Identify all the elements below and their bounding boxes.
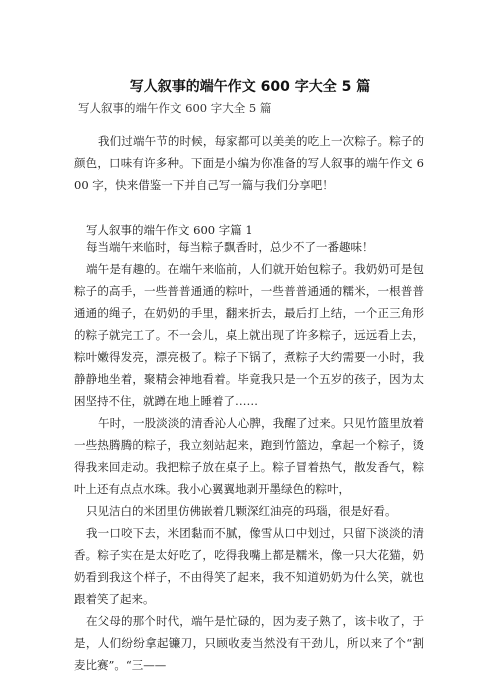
section-heading: 写人叙事的端午作文 600 字篇 1 — [86, 223, 253, 237]
document-subtitle: 写人叙事的端午作文 600 字大全 5 篇 — [78, 101, 272, 115]
paragraph-5: 我一口咬下去，米团黏而不腻，像雪从口中划过，只留下淡淡的清香。粽子实在是太好吃了，吃得我嘴上都是糯米，像一只大花猫，奶奶看到我这个样子，不由得笑了起来，我不知道奶奶为什么笑，就也跟着笑了起来。 — [74, 526, 424, 606]
document-title: 写人叙事的端午作文 600 字大全 5 篇 — [129, 79, 371, 95]
paragraph-1: 每当端午来临时，每当粽子飘香时，总少不了一番趣味！ — [86, 240, 374, 254]
paragraph-6: 在父母的那个时代，端午是忙碌的，因为麦子熟了，该卡收了，于是，人们纷纷拿起镰刀，只顾收麦当然没有干劲儿，所以来了个“割麦比赛”。“三—— — [74, 614, 424, 672]
intro-paragraph: 我们过端午节的时候，每家都可以美美的吃上一次粽子。粽子的颜色，口味有许多种。下面是小编为你准备的写人叙事的端午作文 600 字，快来借鉴一下并自己写一篇与我们分享吧！ — [74, 134, 424, 192]
paragraph-2: 端午是有趣的。在端午来临前，人们就开始包粽子。我奶奶可是包粽子的高手，一些普普通通的粽叶，一些普普通通的糯米，一根普普通通的绳子，在奶奶的手里，翻来折去，最后打上结，一个正三角形的粽子就完工了。不一会儿，桌上就出现了许多粽子，远远看上去，粽叶嫩得发亮，漂亮极了。粽子下锅了，煮粽子大约需要一小时，我静静地坐着，聚精会神地看着。毕竟我只是一个五岁的孩子，因为太困坚持不住，就蹲在地上睡着了…… — [74, 262, 424, 408]
article-body — [74, 236, 424, 676]
paragraph-3: 午时，一股淡淡的清香沁人心脾，我醒了过来。只见竹篮里放着一些热腾腾的粽子，我立刻站起来，跑到竹篮边，拿起一个粽子，烫得我来回走动。我把粽子放在桌子上。粽子冒着热气，散发香气，粽叶上还有点点水珠。我小心翼翼地剥开墨绿色的粽叶， — [74, 416, 424, 496]
paragraph-4: 只见洁白的米团里仿佛嵌着几颗深红油亮的玛瑙，很是好看。 — [86, 504, 397, 518]
